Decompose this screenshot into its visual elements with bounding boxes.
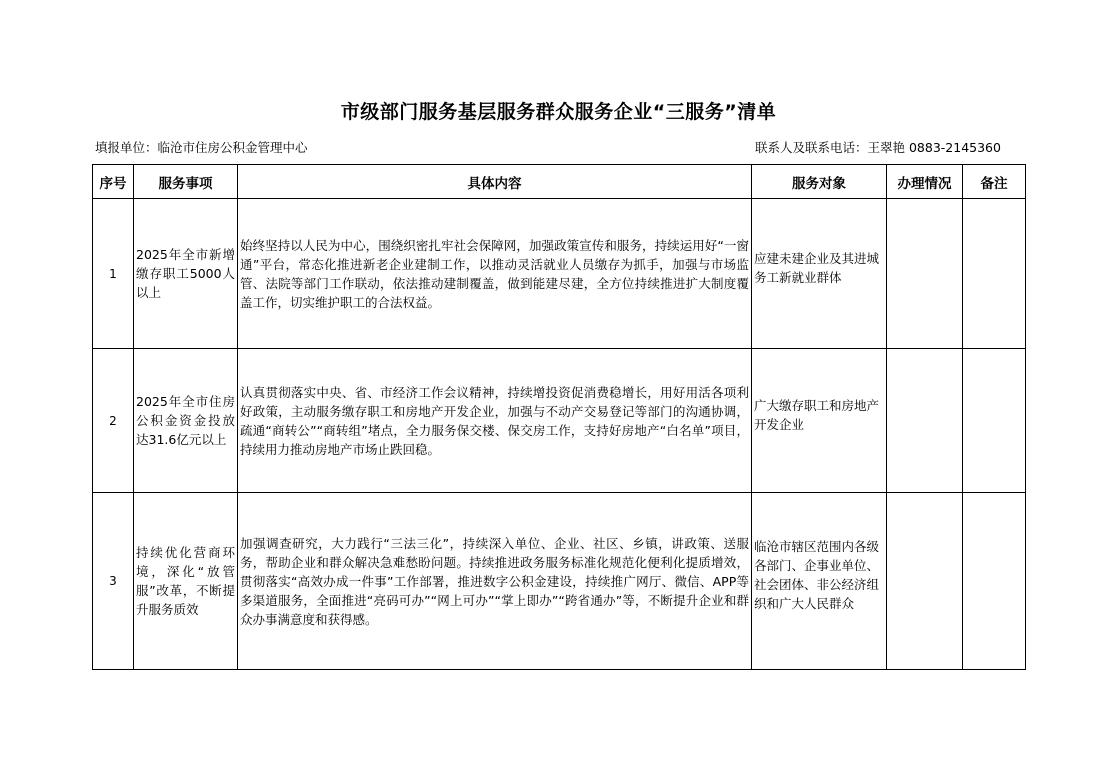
row-target-text: 临沧市辖区范围内各级各部门、企事业单位、社会团体、非公经济组织和广大人民群众 — [754, 539, 880, 611]
row-service-item — [134, 493, 238, 670]
table-row — [93, 493, 1026, 670]
row-service-item-text: 持续优化营商环境，深化“放管服”改革，不断提升服务质效 — [136, 545, 235, 617]
row-target-text: 广大缴存职工和房地产开发企业 — [754, 397, 880, 432]
row-content — [238, 349, 752, 493]
header-content: 具体内容 — [238, 165, 752, 199]
contact-info: 联系人及联系电话：王翠艳 0883-2145360 — [755, 140, 1001, 155]
table-row — [93, 349, 1026, 493]
reporting-unit: 填报单位：临沧市住房公积金管理中心 — [95, 140, 308, 155]
row-content-text: 认真贯彻落实中央、省、市经济工作会议精神，持续增投资促消费稳增长，用好用活各项利好政策，主动服务缴存职工和房地产开发企业，加强与不动产交易登记等部门的沟通协调，疏通“商转公”“商转组”堵点，全力服务保交楼、保交房工作，支持好房地产“白名单”项目，持续用力推动房地产市场止跌回稳。 — [240, 384, 749, 457]
row-remark — [963, 493, 1026, 670]
header-no: 序号 — [93, 165, 134, 199]
header-target: 服务对象 — [752, 165, 887, 199]
row-status — [887, 199, 963, 349]
row-service-item — [134, 199, 238, 349]
service-list-table — [92, 164, 1026, 670]
page-title: 市级部门服务基层服务群众服务企业“三服务”清单 — [340, 101, 777, 123]
row-remark — [963, 199, 1026, 349]
row-service-item — [134, 349, 238, 493]
header-status: 办理情况 — [887, 165, 963, 199]
row-target — [752, 493, 887, 670]
row-status — [887, 493, 963, 670]
header-service-item: 服务事项 — [134, 165, 238, 199]
header-remark: 备注 — [963, 165, 1026, 199]
row-content — [238, 493, 752, 670]
table-row — [93, 199, 1026, 349]
row-content-text: 始终坚持以人民为中心，围绕织密扎牢社会保障网，加强政策宣传和服务，持续运用好“一窗通”平台，常态化推进新老企业建制工作，以推动灵活就业人员缴存为抓手，加强与市场监管、法院等部门工作联动，依法推动建制覆盖，做到能建尽建，全方位持续推进扩大制度覆盖工作，切实维护职工的合法权益。 — [240, 237, 749, 310]
row-no: 2 — [93, 349, 134, 493]
row-target — [752, 349, 887, 493]
row-service-item-text: 2025年全市住房公积金资金投放达31.6亿元以上 — [136, 394, 235, 447]
row-status — [887, 349, 963, 493]
row-content — [238, 199, 752, 349]
row-no: 1 — [93, 199, 134, 349]
row-service-item-text: 2025年全市新增缴存职工5000人以上 — [136, 247, 235, 300]
row-target — [752, 199, 887, 349]
row-remark — [963, 349, 1026, 493]
row-content-text: 加强调查研究，大力践行“三法三化”，持续深入单位、企业、社区、乡镇，讲政策、送服务，帮助企业和群众解决急难愁盼问题。持续推进政务服务标准化规范化便利化提质增效，贯彻落实“高效办成一件事”工作部署，推进数字公积金建设，持续推广网厅、微信、APP等多渠道服务，全面推进“亮码可办”“网上可办”“掌上即办”“跨省通办”等，不断提升企业和群众办事满意度和获得感。 — [240, 535, 749, 627]
row-target-text: 应建未建企业及其进城务工新就业群体 — [754, 250, 880, 285]
row-no: 3 — [93, 493, 134, 670]
table-header-row — [93, 165, 1026, 199]
